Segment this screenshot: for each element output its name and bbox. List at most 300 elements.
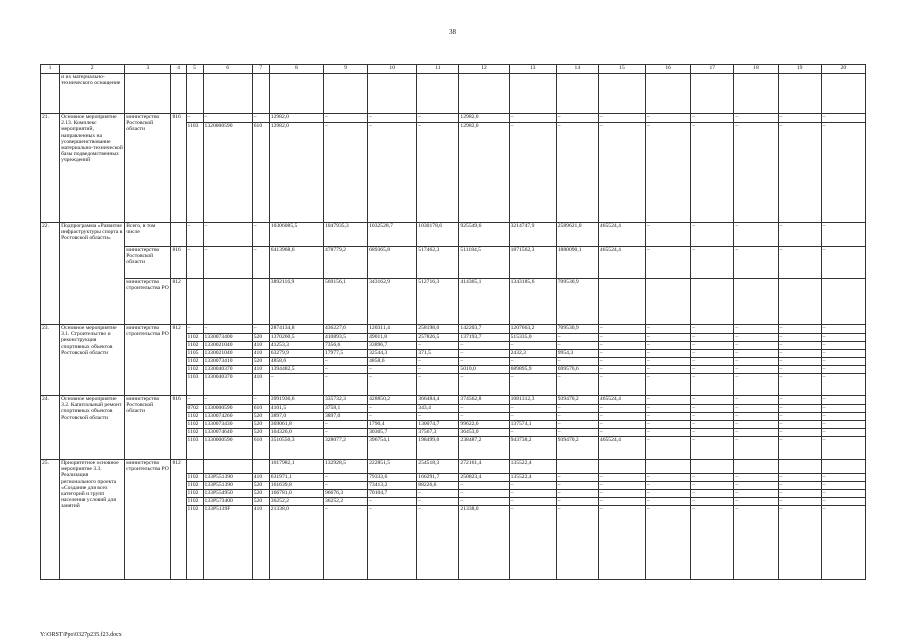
value-cell: 410 [252, 350, 269, 358]
value-cell [556, 460, 598, 474]
value-cell: 520 [252, 334, 269, 342]
value-cell: – [323, 123, 367, 223]
value-cell: 254518,3 [417, 460, 459, 474]
table-row [41, 460, 866, 474]
value-cell: – [821, 490, 865, 498]
value-cell: – [821, 350, 865, 358]
value-cell: – [556, 429, 598, 437]
value-cell: 410 [252, 474, 269, 482]
value-cell: 939470,2 [556, 437, 598, 460]
executor: министерство строительства РО [125, 460, 171, 580]
value-cell: 2432,3 [509, 350, 556, 358]
value-cell: 166291,7 [417, 474, 459, 482]
row-name: Основное мероприятие 3.2. Капитальный ремонт спортивных объектов Ростовской области [60, 396, 125, 460]
column-header: 17 [691, 65, 734, 74]
value-cell: – [821, 437, 865, 460]
table-cell [646, 74, 691, 114]
value-cell: 133P554950 [203, 490, 252, 498]
value-cell: – [646, 437, 691, 460]
value-cell: – [598, 421, 645, 429]
value-cell: – [269, 374, 323, 396]
value-cell: – [646, 405, 691, 413]
value-cell: 1081312,3 [509, 396, 556, 405]
value-cell: – [417, 413, 459, 421]
value-cell: – [459, 350, 509, 358]
value-cell: 1102 [186, 366, 203, 374]
value-cell: 12982,0 [269, 114, 323, 123]
value-cell: 709530,9 [556, 325, 598, 334]
value-cell: – [598, 405, 645, 413]
column-header: 8 [269, 65, 323, 74]
column-header: 9 [323, 65, 367, 74]
value-cell: – [646, 358, 691, 366]
value-cell: – [691, 123, 734, 223]
table-row [41, 247, 866, 279]
value-cell: 520 [252, 413, 269, 421]
value-cell: – [778, 405, 821, 413]
value-cell: – [821, 325, 865, 334]
value-cell: – [598, 358, 645, 366]
value-cell: – [646, 490, 691, 498]
value-cell: 198499,0 [417, 437, 459, 460]
executor: министерство строительства РО [125, 279, 171, 325]
value-cell: – [734, 247, 778, 279]
row-name: Основное мероприятие 2.13. Комплекс мероприятий, направленных на усовершенствование материально-технической базы подведомственных учреждений [60, 114, 125, 223]
table-row [41, 74, 866, 114]
value-cell: 7356,6 [323, 342, 367, 350]
value-cell: 30305,7 [368, 429, 417, 437]
value-cell: – [556, 114, 598, 123]
value-cell [252, 279, 269, 325]
value-cell: 36453,0 [459, 429, 509, 437]
table-row [41, 279, 866, 325]
value-cell: – [778, 374, 821, 396]
column-header: 6 [203, 65, 252, 74]
value-cell: – [734, 396, 778, 405]
value-cell: – [459, 490, 509, 498]
value-cell: – [598, 325, 645, 334]
value-cell: – [252, 396, 269, 405]
value-cell: – [734, 429, 778, 437]
value-cell: 1343185,6 [509, 279, 556, 325]
executor: Всего, в том числе [125, 223, 171, 247]
value-cell: – [459, 374, 509, 396]
value-cell: – [778, 421, 821, 429]
value-cell: – [734, 506, 778, 580]
value-cell: 1871562,3 [509, 247, 556, 279]
value-cell: – [646, 342, 691, 350]
value-cell: – [734, 342, 778, 350]
row-number: 21. [41, 114, 60, 223]
value-cell: – [734, 421, 778, 429]
value-cell: – [509, 506, 556, 580]
table-cell [252, 74, 269, 114]
value-cell: 1370260,5 [269, 334, 323, 342]
value-cell: – [323, 506, 367, 580]
value-cell: 699576,6 [556, 366, 598, 374]
value-cell: 465524,4 [598, 247, 645, 279]
value-cell: 1102 [186, 474, 203, 482]
table-cell [417, 74, 459, 114]
value-cell [691, 460, 734, 474]
value-cell: – [598, 350, 645, 358]
value-cell: – [556, 498, 598, 506]
value-cell: 12982,0 [269, 123, 323, 223]
column-header: 12 [459, 65, 509, 74]
value-cell: – [734, 490, 778, 498]
value-cell: – [556, 334, 598, 342]
value-cell: – [252, 247, 269, 279]
value-cell: 12982,0 [459, 114, 509, 123]
value-cell: – [509, 123, 556, 223]
value-cell: – [417, 342, 459, 350]
value-cell: 4858,6 [269, 358, 323, 366]
value-cell: – [252, 114, 269, 123]
table-cell [691, 74, 734, 114]
value-cell: 41253,3 [269, 342, 323, 350]
row-name: Основное мероприятие 3.1. Строительство и реконструкция спортивных объектов Ростовской области [60, 325, 125, 396]
value-cell: 130074,7 [417, 421, 459, 429]
value-cell: – [646, 421, 691, 429]
file-path-footer: Y:\ORST\Ppo\0327p235.f23.docx [40, 632, 122, 638]
value-cell: 5010,0 [459, 366, 509, 374]
grbs-code: 816 [171, 396, 186, 460]
value-cell: – [323, 474, 367, 482]
value-cell: 1790,4 [368, 421, 417, 429]
value-cell: – [646, 325, 691, 334]
value-cell: – [691, 366, 734, 374]
value-cell: – [556, 374, 598, 396]
value-cell: 2589621,0 [556, 223, 598, 247]
value-cell: 515335,0 [509, 334, 556, 342]
table-cell [186, 74, 203, 114]
column-header: 15 [598, 65, 645, 74]
value-cell: – [509, 413, 556, 421]
value-cell: 520 [252, 358, 269, 366]
value-cell: 166781,0 [269, 490, 323, 498]
value-cell: 272161,4 [459, 460, 509, 474]
value-cell: 36252,2 [269, 498, 323, 506]
value-cell: – [203, 114, 252, 123]
value-cell [598, 279, 645, 325]
value-cell: 517462,3 [417, 247, 459, 279]
value-cell: – [598, 374, 645, 396]
value-cell: – [778, 334, 821, 342]
value-cell: – [734, 474, 778, 482]
value-cell: – [646, 506, 691, 580]
value-cell: – [556, 413, 598, 421]
column-header: 14 [556, 65, 598, 74]
grbs-code: 812 [171, 279, 186, 325]
value-cell: – [186, 247, 203, 279]
table-cell [125, 74, 171, 114]
value-cell: – [646, 374, 691, 396]
value-cell: – [734, 482, 778, 490]
executor: министерство строительства РО [125, 325, 171, 396]
table-cell [203, 74, 252, 114]
column-header: 3 [125, 65, 171, 74]
value-cell: – [691, 247, 734, 279]
value-cell: – [821, 506, 865, 580]
value-cell [646, 460, 691, 474]
value-cell: – [598, 114, 645, 123]
value-cell: 3214747,9 [509, 223, 556, 247]
value-cell: – [368, 123, 417, 223]
value-cell: 610 [252, 405, 269, 413]
value-cell: 3897,0 [269, 413, 323, 421]
value-cell: – [646, 334, 691, 342]
value-cell: – [646, 413, 691, 421]
value-cell: – [203, 325, 252, 334]
value-cell: 1330040370 [203, 374, 252, 396]
column-header: 11 [417, 65, 459, 74]
value-cell [186, 460, 203, 474]
table-row [41, 325, 866, 334]
value-cell: – [509, 498, 556, 506]
table-row [41, 396, 866, 405]
value-cell: 0702 [186, 405, 203, 413]
value-cell: 371,5 [417, 350, 459, 358]
value-cell: – [186, 325, 203, 334]
value-cell: 1330073410 [203, 358, 252, 366]
value-cell: – [778, 114, 821, 123]
value-cell: – [691, 482, 734, 490]
grbs-code: 816 [171, 114, 186, 223]
value-cell: – [598, 123, 645, 223]
value-cell: 258198,0 [417, 325, 459, 334]
value-cell: – [734, 358, 778, 366]
value-cell: 1103 [186, 437, 203, 460]
value-cell: – [368, 405, 417, 413]
value-cell: – [778, 413, 821, 421]
column-header: 1 [41, 65, 60, 74]
value-cell: – [509, 405, 556, 413]
table-cell [598, 74, 645, 114]
value-cell: – [598, 474, 645, 482]
value-cell: 520 [252, 482, 269, 490]
value-cell: 1103 [186, 374, 203, 396]
grbs-code: 812 [171, 325, 186, 396]
value-cell: – [691, 342, 734, 350]
value-cell: 520 [252, 498, 269, 506]
value-cell: 135522,4 [509, 474, 556, 482]
column-header: 16 [646, 65, 691, 74]
value-cell [646, 279, 691, 325]
column-header: 7 [252, 65, 269, 74]
value-cell: – [417, 498, 459, 506]
value-cell: – [368, 413, 417, 421]
value-cell: 410893,5 [323, 334, 367, 342]
value-cell: 1102 [186, 482, 203, 490]
value-cell: 1330000590 [203, 437, 252, 460]
column-header: 4 [171, 65, 186, 74]
table-cell [323, 74, 367, 114]
table-cell [509, 74, 556, 114]
value-cell: 250823,4 [459, 474, 509, 482]
value-cell [203, 460, 252, 474]
value-cell: – [691, 350, 734, 358]
value-cell: 1032528,7 [368, 223, 417, 247]
value-cell: 63279,9 [269, 350, 323, 358]
value-cell: – [556, 421, 598, 429]
budget-table [40, 64, 866, 580]
value-cell: 142203,7 [459, 325, 509, 334]
value-cell: – [556, 342, 598, 350]
value-cell: – [646, 482, 691, 490]
value-cell: – [323, 358, 367, 366]
value-cell: – [186, 396, 203, 405]
value-cell: 520 [252, 429, 269, 437]
grbs-code: 816 [171, 247, 186, 279]
value-cell [186, 279, 203, 325]
value-cell: – [556, 123, 598, 223]
value-cell: – [598, 490, 645, 498]
column-header: 18 [734, 65, 778, 74]
value-cell: – [734, 366, 778, 374]
value-cell: – [821, 223, 865, 247]
value-cell: – [556, 482, 598, 490]
value-cell: – [691, 474, 734, 482]
value-cell: 410 [252, 506, 269, 580]
value-cell: – [734, 498, 778, 506]
row-number: 25. [41, 460, 60, 580]
value-cell: – [691, 325, 734, 334]
value-cell: – [778, 247, 821, 279]
value-cell: 465524,4 [598, 437, 645, 460]
value-cell: – [778, 506, 821, 580]
value-cell: – [417, 358, 459, 366]
value-cell: – [691, 490, 734, 498]
value-cell: 120311,4 [368, 325, 417, 334]
value-cell: 410 [252, 366, 269, 374]
value-cell: – [417, 490, 459, 498]
page-number: 38 [449, 28, 456, 36]
row-name: Подпрограмма «Развитие инфраструктуры спорта в Ростовской области» [60, 223, 125, 325]
value-cell: 1320000590 [203, 123, 252, 223]
value-cell: – [252, 223, 269, 247]
value-cell: 222851,5 [368, 460, 417, 474]
table-cell [459, 74, 509, 114]
value-cell: 478779,2 [323, 247, 367, 279]
value-cell: – [734, 437, 778, 460]
value-cell: – [368, 374, 417, 396]
row-name: и их материально-технического оснащение [60, 74, 125, 114]
value-cell: 133P551390 [203, 482, 252, 490]
value-cell: – [734, 325, 778, 334]
value-cell: 436227,6 [323, 325, 367, 334]
value-cell: 1103 [186, 123, 203, 223]
value-cell: 3892116,9 [269, 279, 323, 325]
value-cell: 1102 [186, 334, 203, 342]
table-row [41, 114, 866, 123]
value-cell: 939470,2 [556, 396, 598, 405]
value-cell: 520 [252, 490, 269, 498]
value-cell: 1102 [186, 421, 203, 429]
value-cell: 689895,9 [509, 366, 556, 374]
value-cell: – [509, 374, 556, 396]
value-cell: – [778, 350, 821, 358]
table-cell [778, 74, 821, 114]
value-cell: – [821, 421, 865, 429]
value-cell: 328077,2 [323, 437, 367, 460]
value-cell: – [646, 429, 691, 437]
value-cell: – [821, 334, 865, 342]
value-cell [821, 279, 865, 325]
value-cell: – [646, 247, 691, 279]
value-cell: 610 [252, 437, 269, 460]
value-cell: 135522,4 [509, 460, 556, 474]
value-cell: – [186, 223, 203, 247]
column-header: 19 [778, 65, 821, 74]
value-cell: 238487,2 [459, 437, 509, 460]
value-cell: – [778, 429, 821, 437]
value-cell: 1105 [186, 350, 203, 358]
value-cell: – [734, 223, 778, 247]
value-cell: – [646, 396, 691, 405]
value-cell: 943738,2 [509, 437, 556, 460]
value-cell: – [778, 498, 821, 506]
value-cell: – [691, 396, 734, 405]
table-cell [269, 74, 323, 114]
value-cell: 1102 [186, 498, 203, 506]
value-cell: – [556, 358, 598, 366]
value-cell: 1017982,1 [269, 460, 323, 474]
value-cell: – [459, 482, 509, 490]
value-cell: – [646, 123, 691, 223]
table-cell [171, 74, 186, 114]
value-cell: – [691, 374, 734, 396]
value-cell: 396754,1 [368, 437, 417, 460]
value-cell: – [417, 114, 459, 123]
value-cell: – [417, 506, 459, 580]
value-cell: 1047935,3 [323, 223, 367, 247]
value-cell: 133P573400 [203, 498, 252, 506]
value-cell: 1102 [186, 413, 203, 421]
value-cell [734, 460, 778, 474]
value-cell: – [778, 325, 821, 334]
value-cell: 925549,6 [459, 223, 509, 247]
value-cell: – [778, 396, 821, 405]
value-cell: – [734, 413, 778, 421]
table-cell [368, 74, 417, 114]
value-cell: – [691, 421, 734, 429]
value-cell: – [821, 358, 865, 366]
value-cell: 3897,0 [323, 413, 367, 421]
value-cell: – [323, 366, 367, 374]
value-cell: – [598, 366, 645, 374]
value-cell: – [509, 490, 556, 498]
value-cell: – [778, 123, 821, 223]
value-cell: – [821, 114, 865, 123]
value-cell [821, 460, 865, 474]
value-cell: 709530,9 [556, 279, 598, 325]
value-cell: 12982,0 [459, 123, 509, 223]
value-cell: – [821, 413, 865, 421]
value-cell: 520 [252, 421, 269, 429]
value-cell: 3991936,6 [269, 396, 323, 405]
value-cell: – [778, 358, 821, 366]
value-cell: 1102 [186, 506, 203, 580]
value-cell: 1330073430 [203, 421, 252, 429]
executor: министерство Ростовской области [125, 396, 171, 460]
value-cell: – [323, 482, 367, 490]
table-cell [821, 74, 865, 114]
value-cell: – [778, 474, 821, 482]
value-cell: 1102 [186, 490, 203, 498]
value-cell: 3758,1 [323, 405, 367, 413]
value-cell: – [821, 342, 865, 350]
value-cell: – [734, 374, 778, 396]
